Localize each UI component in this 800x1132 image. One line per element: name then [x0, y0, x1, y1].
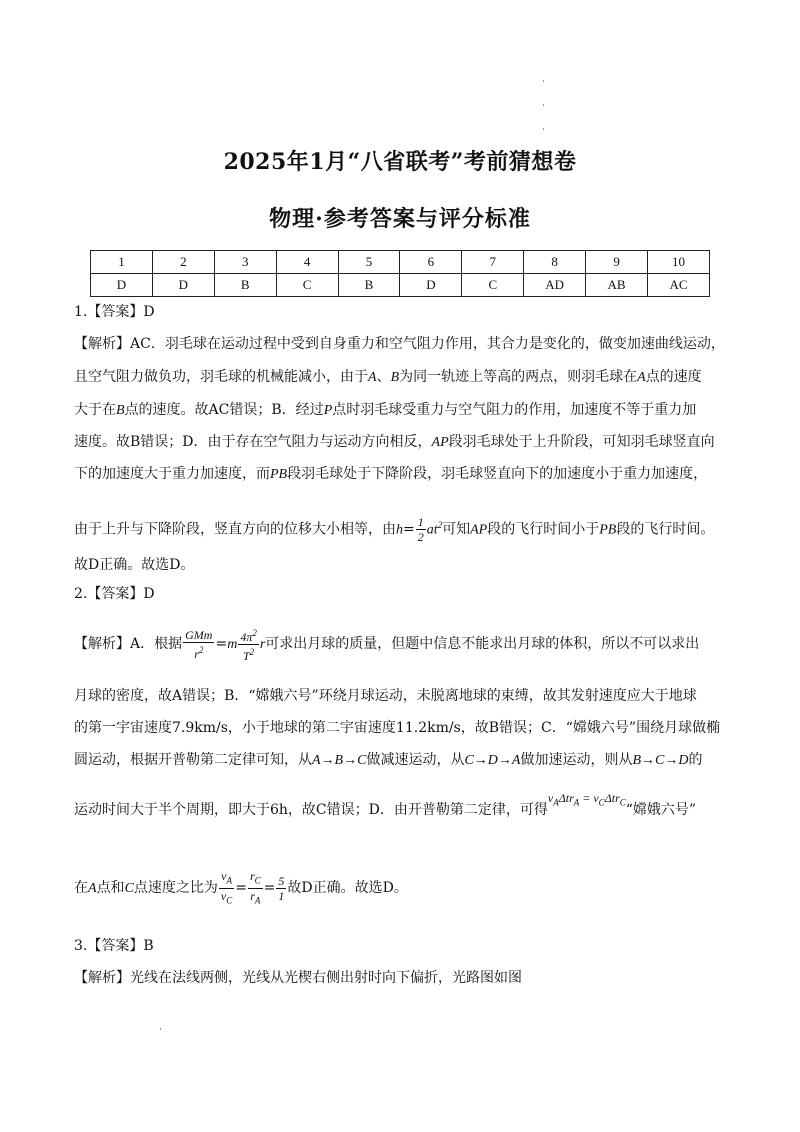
text: “嫦娥六号” [625, 802, 697, 818]
symbol-4pi: 4π [240, 629, 253, 644]
answer-cell: D [152, 274, 214, 297]
q1-analysis-line [74, 400, 734, 421]
q3-analysis-line: 【解析】光线在法线两侧，光线从光楔右侧出射时向下偏折，光路图如图 [74, 970, 522, 986]
symbol-v: v [221, 869, 227, 884]
answer-cell: D [91, 274, 153, 297]
q1-analysis-line [74, 432, 734, 453]
q2-analysis-line: 的第一宇宙速度7.9km/s，小于地球的第二宇宙速度11.2km/s，故B错误；C．“嫦娥六号”围绕月球做椭 [74, 720, 721, 736]
point-label: B [116, 403, 125, 418]
formula-h: h [396, 522, 403, 538]
question-number: 3 [214, 251, 276, 274]
question-number: 10 [648, 251, 710, 274]
segment-label: PB [270, 467, 288, 482]
text: 的 [688, 752, 703, 768]
question-number: 9 [586, 251, 648, 274]
symbol-v: v [220, 888, 227, 903]
question-number: 5 [338, 251, 400, 274]
subscript: C [619, 797, 626, 808]
text: 段羽毛球处于上升阶段，可知羽毛球竖直向 [448, 434, 715, 450]
q2-analysis-line [74, 750, 734, 771]
question-number: 7 [462, 251, 524, 274]
subscript: A [226, 875, 232, 886]
answer-cell: C [276, 274, 338, 297]
formula-equals: = [263, 880, 276, 896]
text: 下的加速度大于重力加速度，而 [74, 466, 270, 482]
fraction-denominator [219, 889, 234, 907]
q1-analysis-line [74, 367, 734, 388]
subscript: C [254, 875, 261, 886]
q1-analysis-line [74, 508, 734, 548]
path-label: A→B→C [312, 753, 367, 768]
fraction-ratio [276, 874, 286, 903]
text: 点的速度 [645, 369, 702, 385]
subscript: A [573, 797, 580, 808]
fraction-vA-vC [219, 869, 234, 907]
fraction-numerator: GMm [185, 627, 213, 642]
answer-cell: AB [586, 274, 648, 297]
subscript: C [598, 797, 605, 808]
fraction-numerator: 1 [417, 515, 424, 530]
text: 做减速运动，从 [366, 752, 465, 768]
text: 、 [376, 369, 391, 385]
q1-analysis-line [74, 464, 734, 485]
q1-answer-heading: 1.【答案】D [74, 304, 155, 320]
fraction-numerator [238, 626, 259, 645]
text: 段的飞行时间小于 [487, 521, 600, 538]
formula-equals: = [215, 636, 228, 652]
text: 圆运动，根据开普勒第二定律可知，从 [74, 752, 312, 768]
fraction-denominator [241, 645, 256, 663]
answer-table-answer-row [91, 274, 710, 297]
answer-cell: B [338, 274, 400, 297]
text: 运动时间大于半个周期，即大于6h，故C错误；D．由开普勒第二定律，可得 [74, 802, 548, 818]
text: 段羽毛球处于下降阶段，羽毛球竖直向下的加速度小于重力加速度， [287, 466, 708, 482]
fraction-numerator [219, 869, 234, 888]
fraction-denominator: 2 [417, 530, 424, 545]
answer-cell: B [214, 274, 276, 297]
formula-exponent: 2 [437, 520, 443, 530]
scan-speck [160, 1028, 161, 1030]
symbol-r: r [250, 888, 255, 903]
symbol-r: r [249, 869, 255, 884]
answer-cell: AC [648, 274, 710, 297]
scan-speck [543, 104, 544, 106]
fraction-numerator [248, 869, 263, 888]
q2-analysis-line [74, 624, 734, 665]
segment-label: AP [470, 522, 488, 538]
text: 点速度之比为 [133, 880, 218, 896]
text: 且空气阻力做负功，羽毛球的机械能减小，由于 [74, 369, 368, 385]
fraction-angular [238, 626, 259, 663]
path-label: B→C→D [632, 753, 689, 768]
text: 在 [74, 880, 88, 896]
question-number: 2 [152, 251, 214, 274]
exam-subtitle: 物理·参考答案与评分标准 [269, 206, 531, 232]
text: 做加速运动，则从 [520, 752, 633, 768]
symbol-v: v [547, 791, 554, 805]
symbol-r: r [194, 646, 199, 661]
fraction-rC-rA [248, 869, 263, 907]
exam-title: 2025年1月“八省联考”考前猜想卷 [223, 149, 577, 175]
fraction-denominator [248, 889, 262, 907]
point-label: A [637, 370, 646, 385]
q2-answer-heading: 2.【答案】D [74, 586, 155, 602]
formula-at: at [426, 522, 438, 538]
answer-table [90, 250, 710, 297]
exponent: 2 [198, 644, 204, 655]
answer-cell: AD [524, 274, 586, 297]
segment-label: AP [431, 435, 449, 450]
symbol-r: r [259, 637, 266, 652]
point-label: P [323, 403, 333, 418]
text: 速度。故B错误；D．由于存在空气阻力与运动方向相反， [74, 434, 432, 450]
text: 为同一轨迹上等高的两点，则羽毛球在 [399, 369, 638, 385]
question-number: 4 [276, 251, 338, 274]
symbol-T: T [242, 648, 250, 663]
question-number: 6 [400, 251, 462, 274]
exponent: 2 [252, 627, 257, 638]
text: 可知 [442, 521, 471, 538]
fraction-numerator: 5 [278, 873, 285, 888]
path-label: C→D→A [464, 753, 521, 768]
point-label: C [124, 881, 134, 896]
symbol-dtr: Δtr [604, 791, 620, 805]
fraction-half [416, 515, 426, 544]
text: 点时羽毛球受重力与空气阻力的作用，加速度不等于重力加 [332, 402, 697, 418]
exponent: 2 [249, 646, 255, 657]
answer-table-number-row [91, 251, 710, 274]
text: 可求出月球的质量，但题中信息不能求出月球的体积，所以不可以求出 [265, 636, 700, 652]
q3-answer-heading: 3.【答案】B [74, 938, 154, 954]
answer-cell: C [462, 274, 524, 297]
kepler-equation [547, 791, 626, 808]
subscript: A [254, 894, 261, 905]
text: 点的速度。故AC错误；B．经过 [124, 402, 324, 418]
answer-cell: D [400, 274, 462, 297]
q2-analysis-line [74, 868, 734, 909]
subscript: A [553, 797, 559, 808]
point-label: B [390, 370, 400, 385]
text: 由于上升与下降阶段，竖直方向的位移大小相等，由 [74, 521, 396, 538]
fraction-denominator [192, 643, 205, 661]
point-label: A [368, 370, 377, 385]
formula-equals: = [403, 521, 415, 538]
text: 大于在 [74, 402, 116, 418]
formula-equals: = [235, 880, 247, 896]
text: 点和 [96, 880, 125, 896]
segment-label: PB [599, 522, 617, 538]
symbol-equals-v: = v [579, 791, 599, 805]
text: 段的飞行时间。 [616, 521, 715, 538]
scan-speck [543, 128, 544, 130]
fraction-denominator: 1 [278, 888, 285, 903]
question-number: 1 [91, 251, 153, 274]
scan-speck [543, 80, 544, 82]
symbol-m: m [227, 637, 238, 652]
text: 【解析】A．根据 [74, 636, 183, 652]
q2-analysis-line: 月球的密度，故A错误；B．“嫦娥六号”环绕月球运动，未脱离地球的束缚，故其发射速度应大于地球 [74, 688, 697, 704]
fraction-gravity [183, 628, 214, 661]
subscript: C [226, 894, 233, 905]
question-number: 8 [524, 251, 586, 274]
text: 故D正确。故选D。 [287, 880, 408, 896]
q1-analysis-line: 【解析】AC．羽毛球在运动过程中受到自身重力和空气阻力作用，其合力是变化的，做变加速曲线运动， [74, 336, 725, 352]
q1-analysis-line: 故D正确。故选D。 [74, 557, 195, 573]
point-label: A [88, 881, 97, 896]
symbol-dtr: Δtr [558, 791, 574, 805]
